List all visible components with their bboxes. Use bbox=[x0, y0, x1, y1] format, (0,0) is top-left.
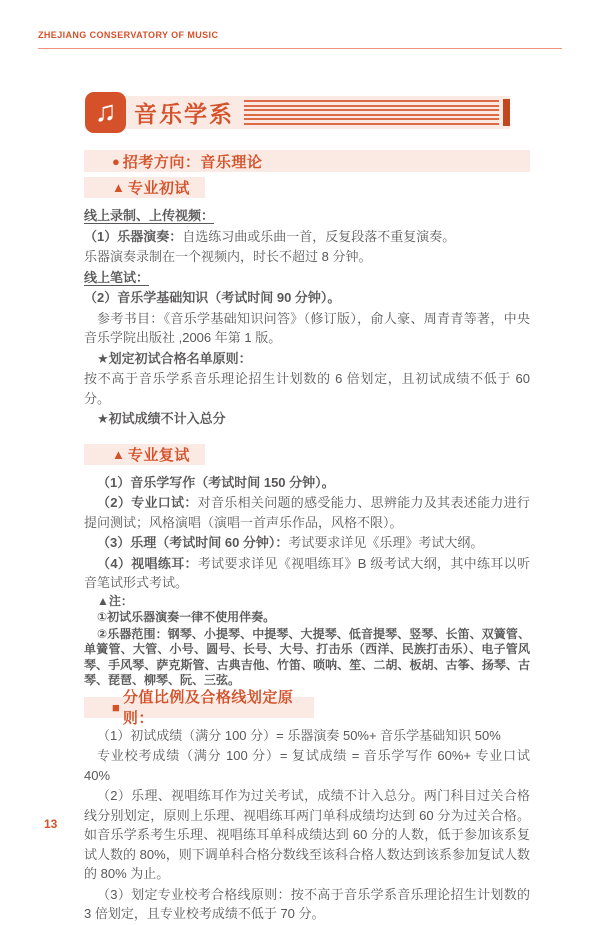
staff-line bbox=[244, 118, 499, 120]
text-run: （4）视唱练耳： bbox=[97, 555, 198, 571]
triangle-bullet-icon: ▲ bbox=[112, 446, 125, 462]
paragraph bbox=[84, 493, 530, 532]
paragraph bbox=[84, 309, 530, 348]
text-run: 专业校考成绩（满分 100 分）= 复试成绩 = 音乐学写作 60%+ 专业口试 40% bbox=[84, 748, 530, 783]
section-heading-label: 招考方向：音乐理论 bbox=[122, 153, 263, 171]
banner-band bbox=[121, 96, 510, 129]
text-run: 参考书目：《音乐学基础知识问答》（修订版），俞人豪、周青青等著，中央音乐学院出版社 ,2006 年第 1 版。 bbox=[84, 310, 530, 345]
paragraph bbox=[84, 610, 530, 626]
staff-line bbox=[244, 114, 499, 116]
section-heading bbox=[84, 689, 314, 727]
content-blocks bbox=[84, 150, 530, 925]
section-heading bbox=[84, 177, 205, 198]
text-run: 乐器演奏录制在一个视频内，时长不超过 8 分钟。 bbox=[84, 249, 372, 264]
triangle-bullet-icon: ▲ bbox=[112, 180, 125, 195]
paragraph bbox=[84, 726, 530, 746]
text-run: 线上笔试： bbox=[84, 269, 150, 285]
staff-line bbox=[244, 109, 499, 111]
circle-bullet-icon: ● bbox=[112, 153, 120, 169]
paragraph bbox=[84, 786, 530, 884]
text-run: 考试要求详见《乐理》考试大纲。 bbox=[288, 535, 484, 550]
square-bullet-icon: ■ bbox=[112, 699, 120, 715]
text-run: 线上录制、上传视频： bbox=[84, 208, 215, 223]
text-run: （2）乐理、视唱练耳作为过关考试，成绩不计入总分。两门科目过关合格线分别划定，原则上乐理、视唱练耳两门单科成绩均达到 60 分为过关合格。如音乐学系考生乐理、视唱练耳单科成绩达到 60 分的人数，低于参加该系复试人数的 80%，则下调单科合格分数线至该科合格人数达到该系参加复试人数的 80% 为止。 bbox=[84, 788, 530, 881]
text-run: ★初试成绩不计入总分 bbox=[97, 411, 226, 426]
text-run: （3）乐理（考试时间 60 分钟）： bbox=[97, 535, 289, 550]
paragraph bbox=[84, 227, 530, 247]
beamed-notes-glyph: ♫ bbox=[94, 96, 117, 128]
page-header bbox=[38, 30, 562, 49]
text-run: ▲注： bbox=[97, 593, 133, 608]
staff-line bbox=[244, 123, 499, 125]
text-run: 对音乐相关问题的感受能力、思辨能力及其表述能力进行提问测试；风格演唱（演唱一首声乐作品，风格不限）。 bbox=[84, 495, 530, 530]
text-run: （1）初试成绩（满分 100 分）= 乐器演奏 50%+ 音乐学基础知识 50% bbox=[97, 727, 501, 743]
section-heading-label: 分值比例及合格线划定原则： bbox=[122, 689, 294, 727]
paragraph bbox=[84, 206, 530, 226]
text-run: 自选练习曲或乐曲一首，反复段落不重复演奏。 bbox=[182, 228, 456, 244]
staff-end-bar bbox=[503, 99, 510, 126]
paragraph bbox=[84, 533, 530, 553]
paragraph bbox=[84, 349, 530, 369]
paragraph bbox=[84, 288, 530, 308]
text-run: （2）专业口试： bbox=[97, 495, 198, 510]
paragraph bbox=[84, 627, 530, 689]
text-run: （3）划定专业校考合格线原则：按不高于音乐学系音乐理论招生计划数的 3 倍划定，且专业校考成绩不低于 70 分。 bbox=[84, 886, 530, 921]
paragraph bbox=[84, 746, 530, 785]
department-title: 音乐学系 bbox=[134, 101, 234, 127]
section-heading-label: 专业复试 bbox=[127, 446, 190, 464]
brand-text: ZHEJIANG CONSERVATORY OF MUSIC bbox=[38, 30, 219, 40]
text-run: ★划定初试合格名单原则： bbox=[97, 350, 252, 366]
text-run: 按不高于音乐学系音乐理论招生计划数的 6 倍划定，且初试成绩不低于 60 分。 bbox=[84, 371, 530, 406]
staff-line bbox=[244, 100, 499, 102]
text-run: 考试要求详见《视唱练耳》B 级考试大纲，其中练耳以听音笔试形式考试。 bbox=[84, 555, 530, 590]
staff-lines-decoration bbox=[244, 100, 499, 125]
paragraph bbox=[84, 594, 530, 610]
department-banner bbox=[85, 92, 510, 133]
paragraph bbox=[84, 885, 530, 924]
paragraph bbox=[84, 473, 530, 493]
paragraph bbox=[84, 409, 530, 429]
paragraph bbox=[84, 268, 530, 288]
text-run: （1）乐器演奏： bbox=[84, 228, 183, 244]
page-number: 13 bbox=[44, 817, 58, 831]
text-run: （1）音乐学写作（考试时间 150 分钟）。 bbox=[97, 474, 335, 490]
section-heading-label: 专业初试 bbox=[127, 180, 190, 197]
paragraph bbox=[84, 247, 530, 267]
beamed-notes-icon bbox=[85, 92, 126, 133]
paragraph bbox=[84, 369, 530, 408]
text-run: （2）音乐学基础知识（考试时间 90 分钟）。 bbox=[84, 290, 341, 305]
section-heading bbox=[84, 150, 530, 172]
paragraph bbox=[84, 554, 530, 593]
text-run: ②乐器范围：钢琴、小提琴、中提琴、大提琴、低音提琴、竖琴、长笛、双簧管、单簧管、大管、小号、圆号、长号、大号、打击乐（西洋、民族打击乐）、电子管风琴、手风琴、萨克斯管、古典吉他、竹笛、唢呐、笙、二胡、板胡、古筝、扬琴、古琴、琵琶、柳琴、阮、三弦。 bbox=[84, 626, 530, 687]
section-heading bbox=[84, 444, 205, 465]
text-run: ①初试乐器演奏一律不使用伴奏。 bbox=[97, 610, 276, 624]
staff-line bbox=[244, 105, 499, 107]
